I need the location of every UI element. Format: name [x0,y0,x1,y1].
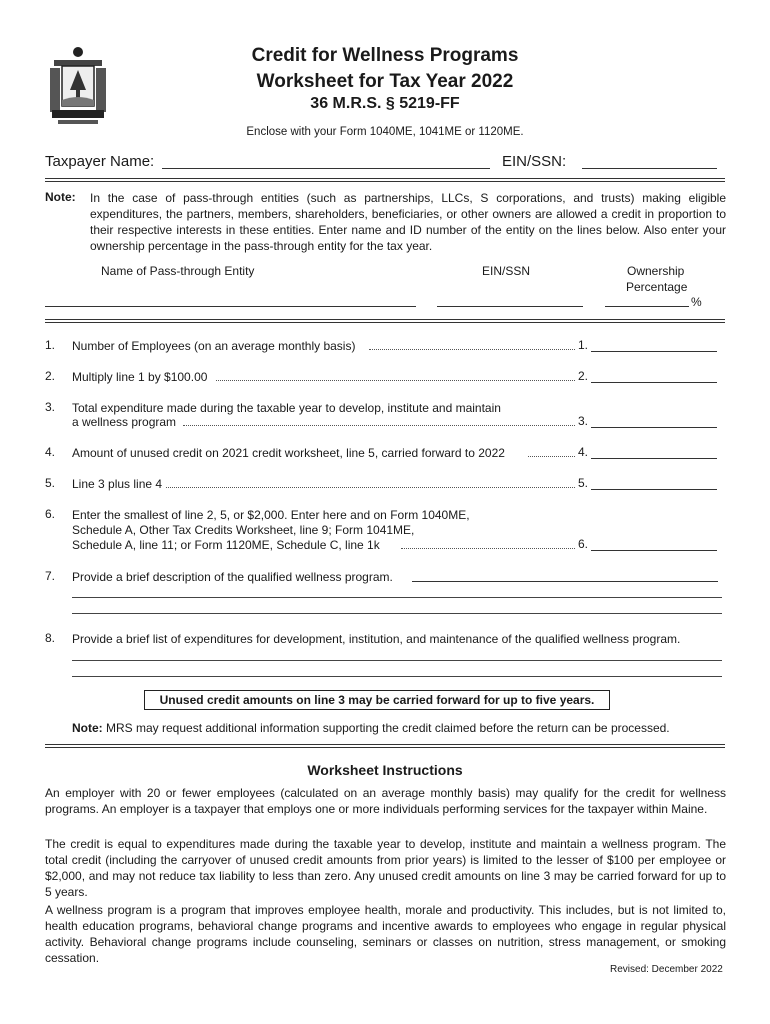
line-2-text: Multiply line 1 by $100.00 [72,370,208,384]
instructions-paragraph-1: An employer with 20 or fewer employees (calculated on an average monthly basis) may qualify for the credit for wellness programs. An employer is a taxpayer that employs one or more individuals performing services for the taxpayer within Maine. [45,786,726,816]
ein-ssn-field[interactable] [582,168,717,169]
note-text: In the case of pass-through entities (such as partnerships, LLCs, S corporations, and trusts) making eligible expenditures, the partners, members, shareholders, beneficiaries, or other owners are allowed a credit in proportion to their respective interests in these entities. Enter name and ID number of the entity on the lines below. Also enter your ownership percentage in the pass-through entity for the tax year. [90,191,726,253]
line-6-text-cont: Schedule A, Other Tax Credits Worksheet, line 9; Form 1041ME, [72,523,415,537]
divider [45,319,725,323]
line-3-text-cont: a wellness program [72,415,177,429]
line-ref: 5. [578,476,589,490]
line-6-text: Enter the smallest of line 2, 5, or $2,000. Enter here and on Form 1040ME, [72,508,470,522]
taxpayer-name-label: Taxpayer Name: [45,153,155,170]
leader-dots [528,456,575,457]
line-number: 8. [45,631,56,645]
col-entity-name: Name of Pass-through Entity [101,264,255,278]
leader-dots [401,548,575,549]
line-7-answer-cont[interactable] [72,613,722,614]
col-percentage: Percentage [626,280,688,294]
line-ref: 3. [578,414,589,428]
entity-name-field[interactable] [45,306,416,307]
line-3-answer[interactable] [591,427,717,428]
line-7-answer-cont[interactable] [72,597,722,598]
line-7-text: Provide a brief description of the qualified wellness program. [72,570,393,584]
form-subtitle: Worksheet for Tax Year 2022 [256,71,514,92]
col-ein-ssn: EIN/SSN [482,264,531,278]
note-2 [72,721,670,735]
note-2-text: MRS may request additional information supporting the credit claimed before the return can be processed. [102,721,670,735]
line-4-answer[interactable] [591,458,717,459]
line-8-text: Provide a brief list of expenditures for development, institution, and maintenance of the qualified wellness program. [72,632,681,646]
line-2-answer[interactable] [591,382,717,383]
leader-dots [216,380,575,381]
line-number: 5. [45,476,56,490]
ein-ssn-label: EIN/SSN: [502,153,567,170]
line-ref: 6. [578,537,589,551]
line-8-answer-cont[interactable] [72,676,722,677]
leader-dots [183,425,575,426]
instructions-paragraph-3: A wellness program is a program that improves employee health, morale and productivity. This includes, but is not limited to, health education programs, behavioral change programs and incentive awards to employees who engage in regular physical activity. Behavioral change programs include counseling, seminars or classes on nutrition, stress management, or smoking cessation. [45,903,726,965]
line-3-text: Total expenditure made during the taxable year to develop, institute and maintain [72,401,501,415]
form-title: Credit for Wellness Programs [251,45,519,66]
statute-reference: 36 M.R.S. § 5219-FF [310,95,460,112]
line-1-text: Number of Employees (on an average monthly basis) [72,339,356,353]
carryforward-notice: Unused credit amounts on line 3 may be carried forward for up to five years. [144,690,610,710]
entity-ein-field[interactable] [437,306,583,307]
instructions-title: Worksheet Instructions [307,762,463,778]
line-8-answer[interactable] [72,660,722,661]
line-ref: 4. [578,445,589,459]
line-5-answer[interactable] [591,489,717,490]
note-2-label: Note: [72,721,103,735]
revised-date: Revised: December 2022 [610,964,723,975]
enclose-instruction: Enclose with your Form 1040ME, 1041ME or 1120ME. [246,126,524,138]
divider [45,744,725,748]
line-number: 7. [45,569,56,583]
leader-dots [369,349,575,350]
instructions-paragraph-2: The credit is equal to expenditures made during the taxable year to develop, institute and maintain a wellness program. The total credit (including the carryover of unused credit amounts from prior years) is limited to the lesser of $100 per employee or $2,000, and may not reduce tax liability to less than zero. Any unused credit amounts on line 3 may be carried forward for up to 5 years. [45,837,726,899]
percent-sign: % [691,295,702,309]
line-4-text: Amount of unused credit on 2021 credit worksheet, line 5, carried forward to 2022 [72,446,505,460]
line-number: 4. [45,445,56,459]
ownership-percent-field[interactable] [605,306,689,307]
taxpayer-name-field[interactable] [162,168,490,169]
line-ref: 2. [578,369,589,383]
line-5-text: Line 3 plus line 4 [72,477,163,491]
note-label: Note: [45,190,76,204]
divider [45,178,725,182]
line-number: 2. [45,369,56,383]
line-number: 1. [45,338,56,352]
leader-dots [166,487,575,488]
line-6-text-cont: Schedule A, line 11; or Form 1120ME, Schedule C, line 1k [72,538,380,552]
col-ownership: Ownership [627,264,685,278]
line-number: 6. [45,507,56,521]
line-1-answer[interactable] [591,351,717,352]
line-6-answer[interactable] [591,550,717,551]
line-7-answer[interactable] [412,581,718,582]
line-number: 3. [45,400,56,414]
line-ref: 1. [578,338,589,352]
